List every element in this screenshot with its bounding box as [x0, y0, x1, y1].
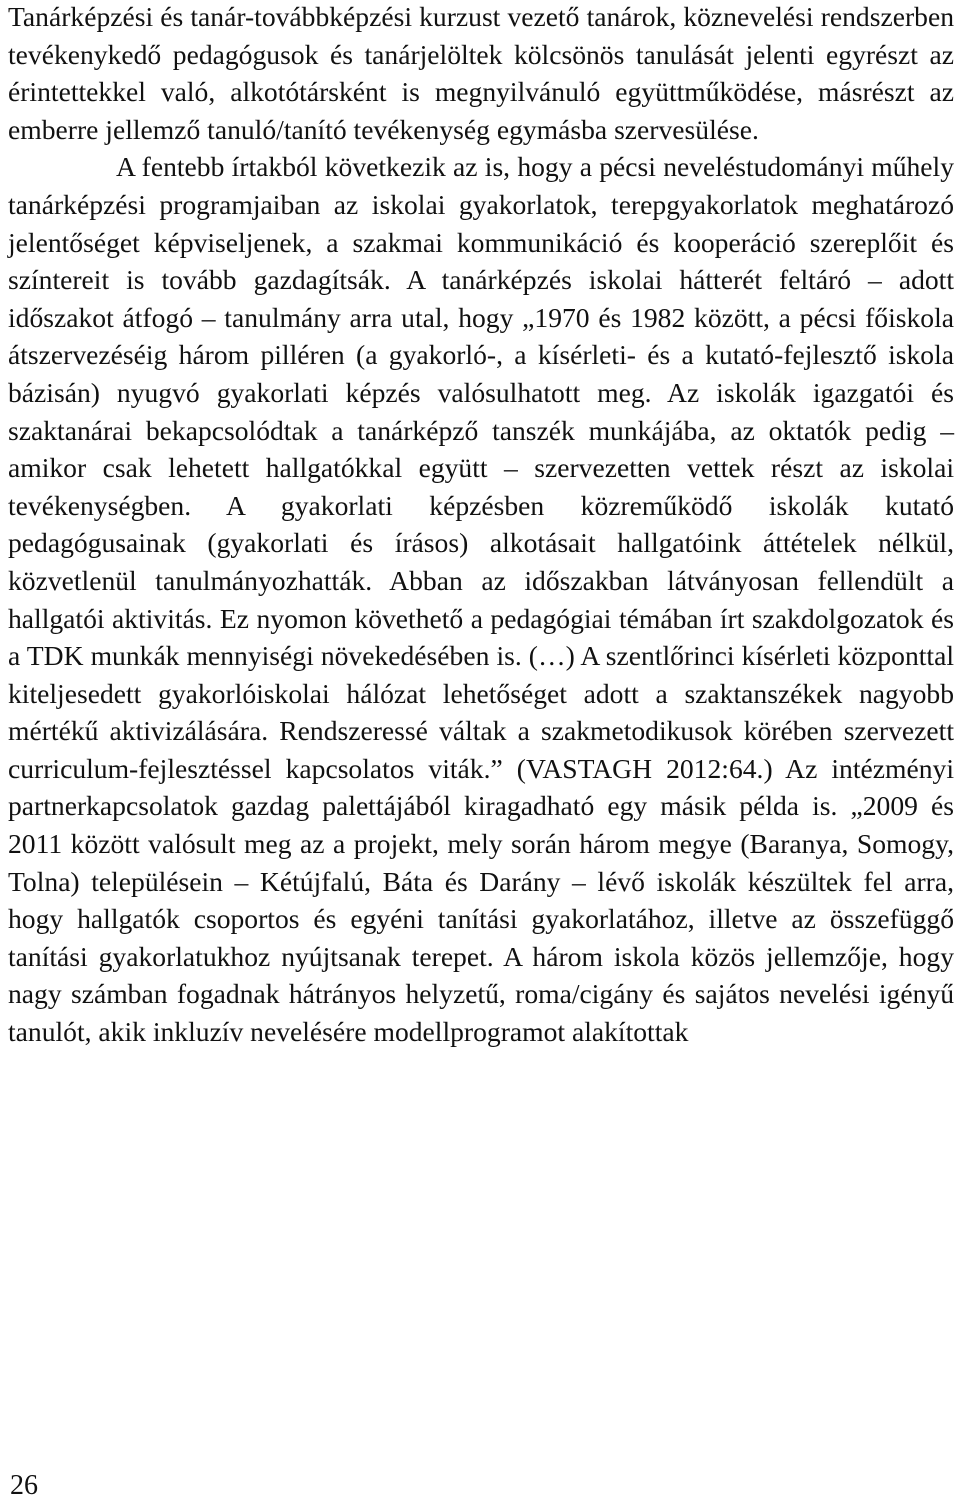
body-paragraph: A fentebb írtakból következik az is, hogy a pécsi neveléstudományi műhely tanárképzési programjaiban az iskolai gyakorlatok, terepgyakorlatok meghatározó jelentőséget képviseljenek, a szakmai kommunikáció és kooperáció szereplőit és színtereit is tovább gazdagítsák. A tanárképzés iskolai hátterét feltáró – adott időszakot átfogó – tanulmány arra utal, hogy „1970 és 1982 között, a pécsi főiskola átszervezéséig három pilléren (a gyakorló-, a kísérleti- és a kutató-fejlesztő iskola bázisán) nyugvó gyakorlati képzés valósulhatott meg. Az iskolák igazgatói és szaktanárai bekapcsolódtak a tanárképző tanszék munkájába, az oktatók pedig – amikor csak lehetett hallgatókkal együtt – szervezetten vettek részt az iskolai tevékenységben. A gyakorlati képzésben közreműködő iskolák kutató pedagógusainak (gyakorlati és írásos) alkotásait hallgatóink áttételek nélkül, közvetlenül tanulmányozhatták. Abban az időszakban látványosan fellendült a hallgatói aktivitás. Ez nyomon követhető a pedagógiai témában írt szakdolgozatok és a TDK munkák mennyiségi növekedésében is. (…) A szentlőrinci kísérleti központtal kiteljesedett gyakorlóiskolai hálózat lehetőséget adott a szaktanszékek nagyobb mértékű aktivizálására. Rendszeressé váltak a szakmetodikusok körében szervezett curriculum-fejlesztéssel kapcsolatos viták.” (VASTAGH 2012:64.) Az intézményi partnerkapcsolatok gazdag palettájából kiragadható egy másik példa is. „2009 és 2011 között valósult meg az a projekt, mely során három megye (Baranya, Somogy, Tolna) településein – Kétújfalú, Báta és Darány – lévő iskolák készültek fel arra, hogy hallgatók csoportos és egyéni tanítási gyakorlatához, illetve az összefüggő tanítási gyakorlatukhoz nyújtsanak terepet. A három iskola közös jellemzője, hogy nagy számban fogadnak hátrányos helyzetű, roma/cigány és sajátos nevelési igényű tanulót, akik inkluzív nevelésére modellprogramot alakítottak — [8, 151, 954, 1048]
body-paragraph: Tanárképzési és tanár-továbbképzési kurzust vezető tanárok, köznevelési rendszerben tevékenykedő pedagógusok és tanárjelöltek kölcsönös tanulását jelenti egyrészt az érintettekkel való, alkotótársként is megnyilvánuló együttműködése, másrészt az emberre jellemző tanuló/tanító tevékenység egymásba szervesülése. — [8, 1, 954, 145]
page-number: 26 — [10, 1470, 38, 1501]
document-page — [8, 0, 954, 1051]
